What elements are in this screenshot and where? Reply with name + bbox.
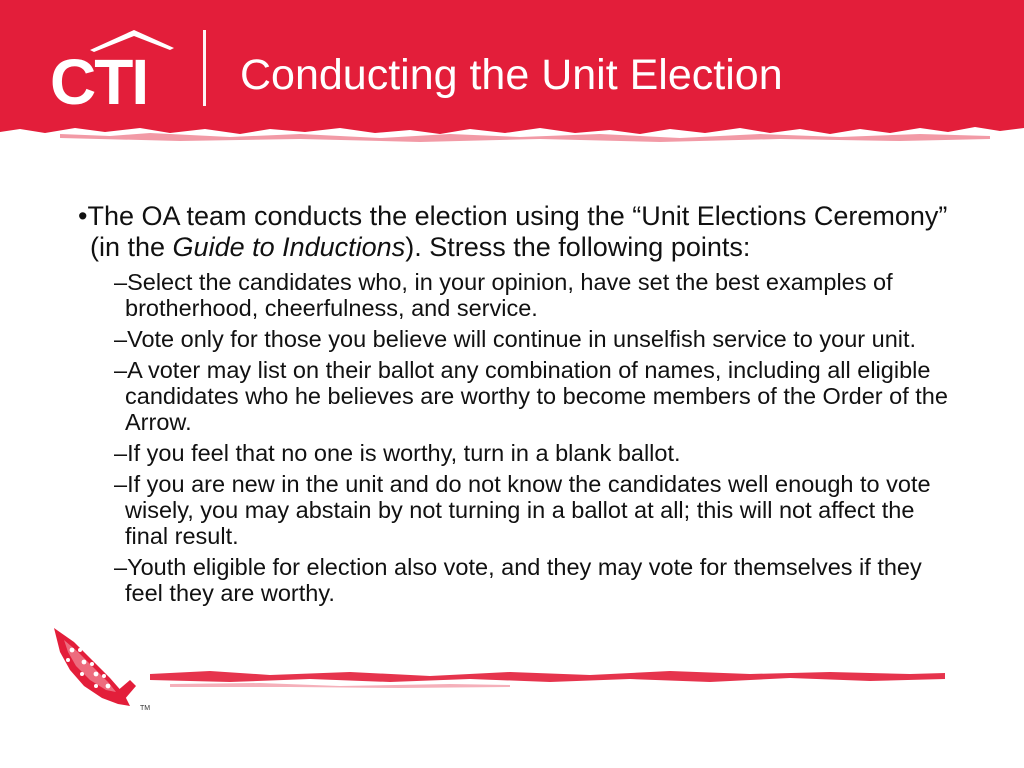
main-bullet-point	[72, 201, 952, 263]
sub-point-unselfish-service	[114, 326, 952, 352]
sub-point-text: Vote only for those you believe will continue in unselfish service to your unit.	[127, 326, 917, 352]
sub-point-ballot-combination	[114, 357, 952, 435]
dash-marker: –	[114, 357, 128, 383]
guide-to-inductions-title: Guide to Inductions	[172, 232, 406, 262]
cti-logo	[50, 28, 174, 118]
bullet-marker: •	[78, 201, 88, 231]
cti-logo-text: CTI	[50, 46, 148, 118]
sub-point-text: If you are new in the unit and do not know the candidates well enough to vote wisely, you may abstain by not turning in a ballot at all; this will not affect the final result.	[125, 471, 931, 549]
sub-point-text: Select the candidates who, in your opinion, have set the best examples of brotherhood, cheerfulness, and service.	[125, 269, 893, 321]
header-divider	[203, 30, 206, 106]
header-band	[0, 0, 1024, 150]
oa-arrowhead-icon	[44, 620, 164, 720]
sub-point-list	[72, 269, 952, 606]
dash-marker: –	[114, 554, 128, 580]
sub-point-text: Youth eligible for election also vote, and they may vote for themselves if they feel they are worthy.	[125, 554, 922, 606]
footer-brush-stroke	[150, 660, 950, 690]
dash-marker: –	[114, 269, 128, 295]
main-point-text-end: ). Stress the following points:	[405, 232, 751, 262]
dash-marker: –	[114, 326, 128, 352]
sub-point-blank-ballot	[114, 440, 952, 466]
slide-title: Conducting the Unit Election	[240, 51, 783, 99]
main-point-text-start: The OA team conducts the election using the “Unit Elections Ceremony” (in the	[87, 201, 948, 262]
slide-body	[72, 201, 952, 611]
sub-point-candidates	[114, 269, 952, 321]
trademark-symbol: TM	[140, 705, 151, 712]
sub-point-abstain	[114, 471, 952, 549]
dash-marker: –	[114, 471, 128, 497]
sub-point-youth-vote	[114, 554, 952, 606]
sub-point-text: If you feel that no one is worthy, turn in a blank ballot.	[127, 440, 681, 466]
sub-point-text: A voter may list on their ballot any combination of names, including all eligible candidates who he believes are worthy to become members of the Order of the Arrow.	[125, 357, 948, 435]
dash-marker: –	[114, 440, 128, 466]
